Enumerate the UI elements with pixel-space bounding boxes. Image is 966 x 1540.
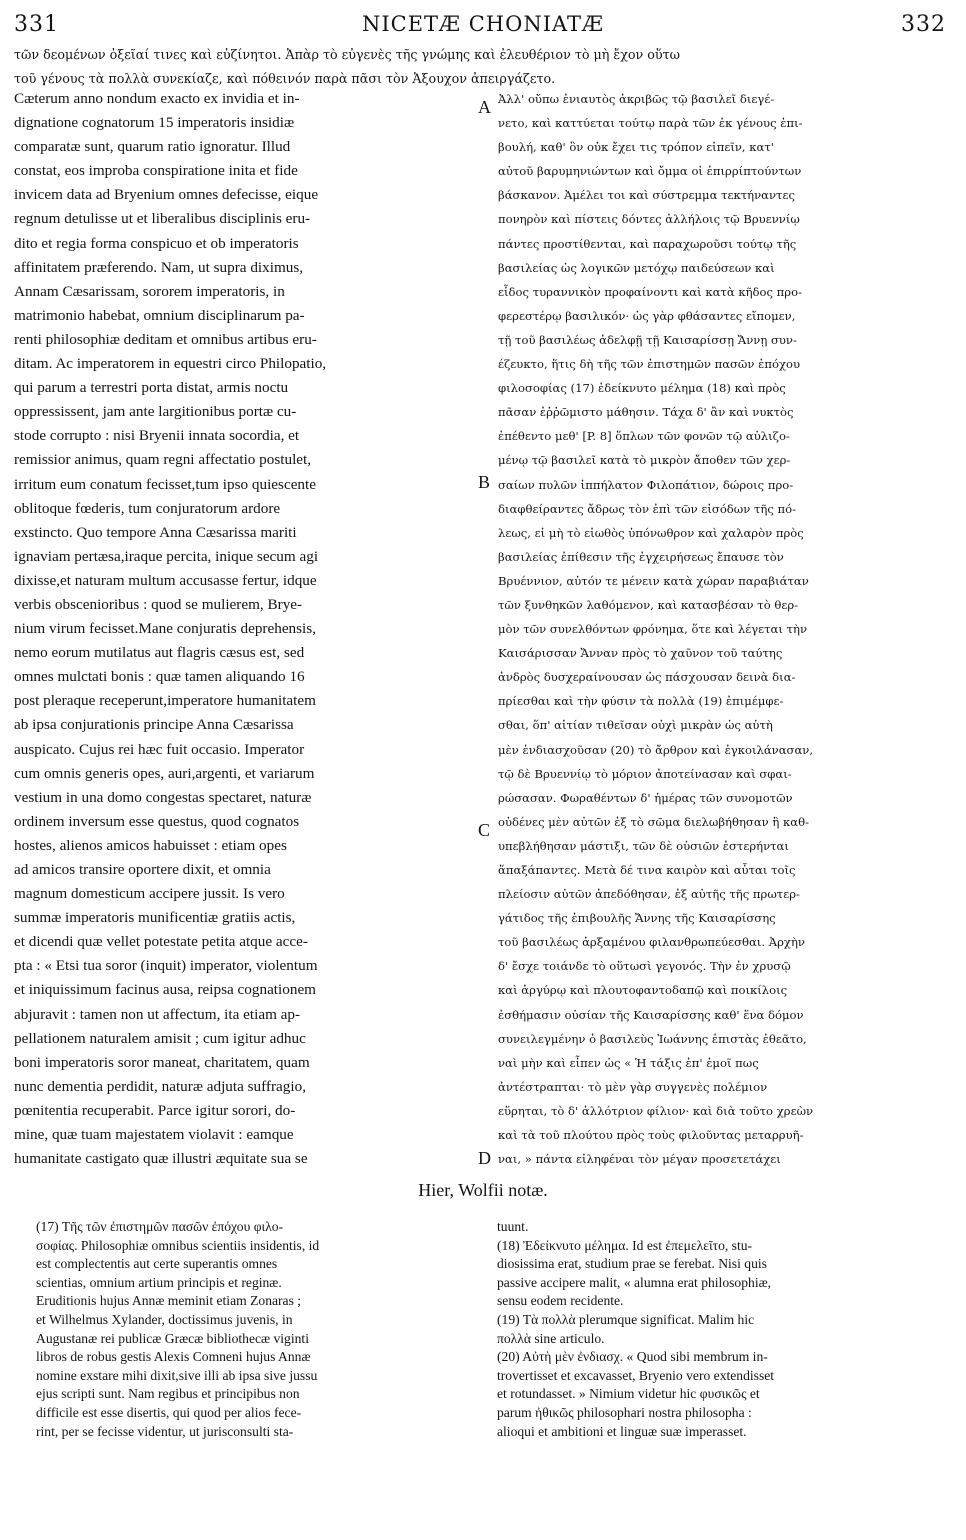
text-line: βάσκανον. Ἀμέλει τοι καὶ σύστρεμμα τεκτήναντες <box>498 188 795 203</box>
text-line: tuunt. <box>497 1219 529 1234</box>
text-line: difficile est esse disertis, qui quod per alios fece- <box>36 1404 302 1420</box>
text-line: comparatæ sunt, quarum ratio ignoratur. Illud <box>14 138 291 156</box>
text-line: βασιλείας ἐπίθεσιν τῆς ἐγχειρήσεως ἔπαυσε τὸν <box>498 549 784 564</box>
text-line: invicem data ad Bryenium omnes defecisse, eique <box>14 186 319 204</box>
text-line: ἐπέθεντο μεθ' [P. 8] ὅπλων τῶν φονῶν τῷ αὐλιζο- <box>498 429 790 444</box>
text-line: et Wilhelmus Xylander, doctissimus juvenis, in <box>36 1311 293 1327</box>
text-line: et dicendi quæ vellet potestate petita atque acce- <box>14 933 308 951</box>
text-line: oppressissent, jam ante largitionibus portæ cu- <box>14 403 297 421</box>
text-line: (17) Τῆς τῶν ἐπιστημῶν πασῶν ἐπόχου φιλο- <box>36 1219 284 1234</box>
text-line: τοῦ βασιλέως ἀρξαμένου φιλανθρωπεύεσθαι. Ἀρχὴν <box>498 935 805 950</box>
text-line: et iniquissimum facinus ausa, reipsa cognationem <box>14 981 316 999</box>
text-line: ἐσθήμασιν οὐσίαν τῆς Καισαρίσσης καθ' ἕνα δόμον <box>498 1007 804 1022</box>
text-line: Eruditionis hujus Annæ meminit etiam Zonaras ; <box>36 1293 302 1309</box>
text-line: verbis obscenioribus : quod se mulierem, Brye- <box>14 595 303 613</box>
text-line: (18) Ἐδείκνυτο μέλημα. Id est ἐπεμελεῖτο, stu- <box>497 1237 753 1253</box>
text-line: parum ἠθικῶς philosophari nostra philosopha : <box>497 1404 752 1420</box>
text-line: ἀντέστραπται· τὸ μὲν γὰρ συγγενὲς πολέμιον <box>498 1079 768 1094</box>
text-line: πλείοσιν αὐτῶν ἀπεδόθησαν, ἐξ αὐτῆς τῆς πρωτερ- <box>498 887 800 902</box>
text-line: remissior animus, quam regni affectatio postulet, <box>14 451 312 469</box>
text-line: sensu eodem recidente. <box>497 1293 624 1309</box>
text-line: συνειλεγμένην ὁ βασιλεὺς Ἰωάννης ἐπιστὰς ἐθεᾶτο, <box>498 1031 807 1046</box>
text-line: ναὶ μὴν καὶ εἶπεν ὡς « Ἡ τάξις ἐπ' ἐμοῖ πως <box>498 1055 759 1070</box>
text-line: πᾶσαν ἐῤῥῶμιστο μάθησιν. Τάχα δ' ἂν καὶ νυκτὸς <box>498 405 794 420</box>
text-line: pta : « Etsi tua soror (inquit) imperator, violentum <box>14 957 318 975</box>
text-line: matrimonio habebat, omnium disciplinarum pa- <box>14 306 305 324</box>
text-line: Καισάρισσαν Ἄνναν πρὸς τὸ χαῦνον τοῦ ταύτης <box>498 646 783 661</box>
text-line: ἀνδρὸς δυσχεραίνουσαν ὡς πάσχουσαν δεινὰ δια- <box>498 670 796 685</box>
text-line: dignatione cognatorum 15 imperatoris insidiæ <box>14 114 295 132</box>
text-line: σαίων πυλῶν ἱππήλατον Φιλοπάτιον, δώροις προ- <box>498 477 794 492</box>
text-line: stode corrupto : nisi Bryenii innata socordia, et <box>14 427 300 445</box>
text-line: renti philosophiæ deditam et omnibus artibus eru- <box>14 330 317 348</box>
text-line: libros de robus gestis Alexis Comneni hujus Annæ <box>36 1349 311 1365</box>
text-line: diosissima erat, studium prae se ferebat. Nisi quis <box>497 1256 767 1272</box>
text-line: πρίεσθαι καὶ τὴν φύσιν τὰ πολλὰ (19) ἐπιμέμφε- <box>498 694 784 709</box>
text-line: δ' ἔσχε τοιάνδε τὸ οὕτωσὶ γεγονός. Τὴν ἐν χρυσῷ <box>498 959 791 974</box>
text-line: διαφθείραντες ἄδρως τὸν ἐπὶ τῶν εἰσόδων τῆς πό- <box>498 501 797 516</box>
text-line: ignaviam pertæsa,iraque percita, inique secum agi <box>14 547 319 565</box>
text-line: omnes mulctati bonis : quæ tamen aliquando 16 <box>14 668 305 686</box>
text-line: φιλοσοφίας (17) ἐδείκνυτο μέλημα (18) καὶ πρὸς <box>498 381 786 396</box>
text-line: ad amicos transire oportere dixit, et omnia <box>14 861 271 878</box>
text-line: τῇ τοῦ βασιλέως ἀδελφῇ τῇ Καισαρίσσῃ Ἄννῃ συν- <box>498 332 797 347</box>
text-line: post pleraque receperunt,imperatore humanitatem <box>14 692 316 710</box>
text-line: σθαι, ὅπ' αἰτίαν τιθεῖσαν οὐχὶ μικρὰν ὡς αὐτὴ <box>498 718 773 733</box>
text-line: affinitatem præferendo. Nam, ut supra diximus, <box>14 258 304 276</box>
text-line: est complectentis aut certe superantis omnes <box>36 1256 278 1272</box>
notes-title: Hier, Wolfii notæ. <box>418 1180 548 1200</box>
notes-right-column <box>497 1218 937 1441</box>
text-line: nemo eorum mutilatus aut flagris cæsus est, sed <box>14 644 305 662</box>
text-line: summæ imperatoris munificentiæ gratiis actis, <box>14 909 296 927</box>
text-line: dixisse,et naturam multum accusasse fertur, idque <box>14 571 317 589</box>
text-line: καὶ τὰ τοῦ πλούτου πρὸς τοὺς φιλοῦντας μεταρρυῆ- <box>498 1128 804 1143</box>
text-line: πολλὰ sine articulo. <box>497 1330 605 1346</box>
text-line: ἅπαξάπαντες. Μετὰ δέ τινα καιρὸν καὶ αὗται τοῖς <box>498 863 796 877</box>
text-line: nomine exstare mihi dixit,sive illi ab ipsa sive jussu <box>36 1367 318 1383</box>
text-line: Annam Cæsarissam, sororem imperatoris, in <box>14 282 285 300</box>
margin-letter-d: D <box>478 1148 491 1168</box>
text-line: et rotundasset. » Nimium videtur hic φυσικῶς et <box>497 1386 760 1402</box>
text-line: μὲν ἐνδιασχοῦσαν (20) τὸ ἄρθρον καὶ ἐγκοιλάνασαν, <box>498 742 814 757</box>
text-line: πάντες προστίθενται, καὶ παραχωροῦσι τούτῳ τῆς <box>498 236 797 251</box>
margin-letter-c: C <box>478 820 491 840</box>
text-line: trovertisset et excavasset, Bryenio vero extendisset <box>497 1367 775 1383</box>
text-line: σοφίας. Philosophiæ omnibus scientiis insidentis, id <box>36 1237 320 1253</box>
text-line: βασιλείας ὡς λογικῶν μετόχῳ παιδεύσεων καὶ <box>498 260 775 275</box>
latin-column <box>14 87 466 1171</box>
text-line: regnum detulisse ut et liberalibus disciplinis eru- <box>14 210 311 228</box>
text-line: pellationem naturalem amisit ; cum igitur adhuc <box>14 1029 306 1047</box>
text-line: exstincto. Quo tempore Anna Cæsarissa mariti <box>14 523 297 541</box>
text-line: μὸν τῶν συνελθόντων φρόνημα, ὅτε καὶ λέγεται τὴν <box>498 622 808 637</box>
text-line: τῶν ξυνθηκῶν λαθόμενον, καὶ κατασβέσαν τὸ θερ- <box>498 597 799 612</box>
notes-left-column <box>36 1218 466 1441</box>
text-line: Βρυέννιον, αὐτόν τε μένειν κατὰ χώραν παραβιάταν <box>498 573 809 588</box>
text-line: μένῳ τῷ βασιλεῖ κατὰ τὸ μικρὸν ἄποθεν τῶν χερ- <box>498 453 791 468</box>
text-line: πονηρὸν καὶ πίστεις δόντες ἀλλήλοις τῷ Βρυεννίῳ <box>498 212 800 227</box>
text-line: λεως, εἰ μὴ τὸ εἰωθὸς ὑπόνωθρον καὶ χαλαρὸν πρὸς <box>498 525 804 540</box>
text-line: καὶ ἀργύρῳ καὶ πλουτοφαντοδαπῷ καὶ ποικίλοις <box>498 983 788 998</box>
text-line: abjuravit : tamen non ut affectum, ita etiam ap- <box>14 1005 301 1023</box>
text-line: ab ipsa conjurationis principe Anna Cæsarissa <box>14 716 294 734</box>
text-line: qui parum a terrestri porta distat, armis noctu <box>14 379 289 397</box>
text-line: hostes, alienos amicos habuisset : etiam opes <box>14 836 287 854</box>
text-line: humanitate castigato quæ illustri æquitate sua se <box>14 1150 308 1168</box>
text-line: cum omnis generis opes, auri,argenti, et variarum <box>14 764 315 782</box>
text-line: auspicato. Cujus rei hæc fuit occasio. Imperator <box>14 740 305 758</box>
text-line: Augustanæ rei publicæ Græcæ bibliothecæ viginti <box>36 1330 309 1346</box>
text-line: nium virum fecisset.Mane conjuratis deprehensis, <box>14 620 316 638</box>
text-line: εὕρηται, τὸ δ' ἀλλότριον φίλιον· καὶ διὰ τοῦτο χρεὼν <box>498 1103 814 1118</box>
text-line: Ἀλλ' οὔπω ἐνιαυτὸς ἀκριβῶς τῷ βασιλεῖ διεγέ- <box>498 92 775 106</box>
text-line: passive accipere malit, « alumna erat philosophiæ, <box>497 1274 772 1290</box>
text-line: βουλή, καθ' ὃν οὐκ ἔχει τις τρόπον εἰπεῖν, κατ' <box>498 140 774 155</box>
text-line: rint, per se fecisse videntur, ut jurisconsulti sta- <box>36 1423 294 1439</box>
text-line: νετο, καὶ καττύεται τούτῳ παρὰ τῶν ἐκ γένους ἐπι- <box>498 116 803 131</box>
margin-letter-a: A <box>478 97 491 117</box>
text-line: scientias, omnium artium principis et reginæ. <box>36 1274 282 1290</box>
text-line: constat, eos improba conspiratione inita et fide <box>14 162 298 180</box>
text-line: boni imperatoris soror maneat, charitatem, quam <box>14 1053 310 1071</box>
text-line: irritum eum conatum fecisset,tum ipso quiescente <box>14 475 316 493</box>
text-line: εἶδος τυραννικὸν προφαίνοντι καὶ κατὰ κῆδος προ- <box>498 284 803 299</box>
text-line: αὐτοῦ βαρυμηνιώντων καὶ ὄμμα οἱ ἐπιρρίπτούντων <box>498 164 802 179</box>
right-page-number: 332 <box>901 12 946 37</box>
text-line: οὐδένες μὲν αὐτῶν ἐξ τὸ σῶμα διελωβήθησαν ἢ καθ- <box>498 814 809 829</box>
text-line: ordinem inversum esse questus, quod cognatos <box>14 812 300 830</box>
text-line: mine, quæ tuam majestatem violavit : eamque <box>14 1126 294 1144</box>
text-line: τῷ δὲ Βρυεννίῳ τὸ μόριον ἀποτείνασαν καὶ σφαι- <box>498 766 792 781</box>
text-line: υπεβλήθησαν μάστιξι, τῶν δὲ οὐσιῶν ἐστερήνται <box>498 838 789 853</box>
text-line: γάτιδος τῆς ἐπιβουλῆς Ἄννης τῆς Καισαρίσσης <box>498 911 776 926</box>
text-line: τοῦ γένους τὰ πολλὰ συνεκίαζε, καὶ πόθεινόν παρὰ πᾶσι τὸν Ἀξουχον ἀπειργάζετο. <box>14 71 556 87</box>
left-page-number: 331 <box>14 12 59 37</box>
text-line: ρώσασαν. Φωραθέντων δ' ἡμέρας τῶν συνομοτῶν <box>498 790 793 805</box>
text-line: nunc dementia perdidit, naturæ adjuta suffragio, <box>14 1077 306 1095</box>
text-line: έζευκτο, ἥτις δὴ τῆς τῶν ἐπιστημῶν πασῶν ἐπόχου <box>498 357 800 372</box>
margin-letter-b: B <box>478 472 491 492</box>
text-line: ναι, » πάντα εἰληφέναι τὸν μέγαν προσετετάχει <box>498 1152 781 1167</box>
text-line: dito et regia forma conspicuo et ob imperatoris <box>14 234 299 252</box>
text-line: Cæterum anno nondum exacto ex invidia et in- <box>14 90 300 107</box>
text-line: ejus scripti sunt. Nam regibus et principibus non <box>36 1386 300 1402</box>
running-title: NICETÆ CHONIATÆ <box>361 12 605 36</box>
text-line: φερεστέρῳ βασιλικόν· ὡς γὰρ φθάσαντες εἴπομεν, <box>498 308 796 323</box>
text-line: vestium in una domo congestas spectaret, naturæ <box>14 788 312 806</box>
text-line: τῶν δεομένων ὀξεῖαί τινες καὶ εὐζίνητοι. Ἀπὰρ τὸ εὐγενὲς τῆς γνώμης καὶ ἐλευθέριον τὸ μὴ ἔχον οὕτω <box>14 47 680 62</box>
text-line: oblitoque fœderis, tum conjuratorum ardore <box>14 499 281 517</box>
greek-column <box>498 87 950 1171</box>
text-line: (20) Αὐτὴ μὲν ἐνδιασχ. « Quod sibi membrum in- <box>497 1349 768 1365</box>
text-line: ditam. Ac imperatorem in equestri circo Philopatio, <box>14 355 327 373</box>
text-line: (19) Τὰ πολλὰ plerumque significat. Malim hic <box>497 1311 755 1327</box>
text-line: magnum domesticum accipere jussit. Is vero <box>14 885 285 903</box>
top-greek-text <box>14 44 954 92</box>
text-line: alioqui et ambitioni et linguæ suæ imperasset. <box>497 1423 747 1439</box>
text-line: pœnitentia recuperabit. Parce igitur sorori, do- <box>14 1101 296 1119</box>
